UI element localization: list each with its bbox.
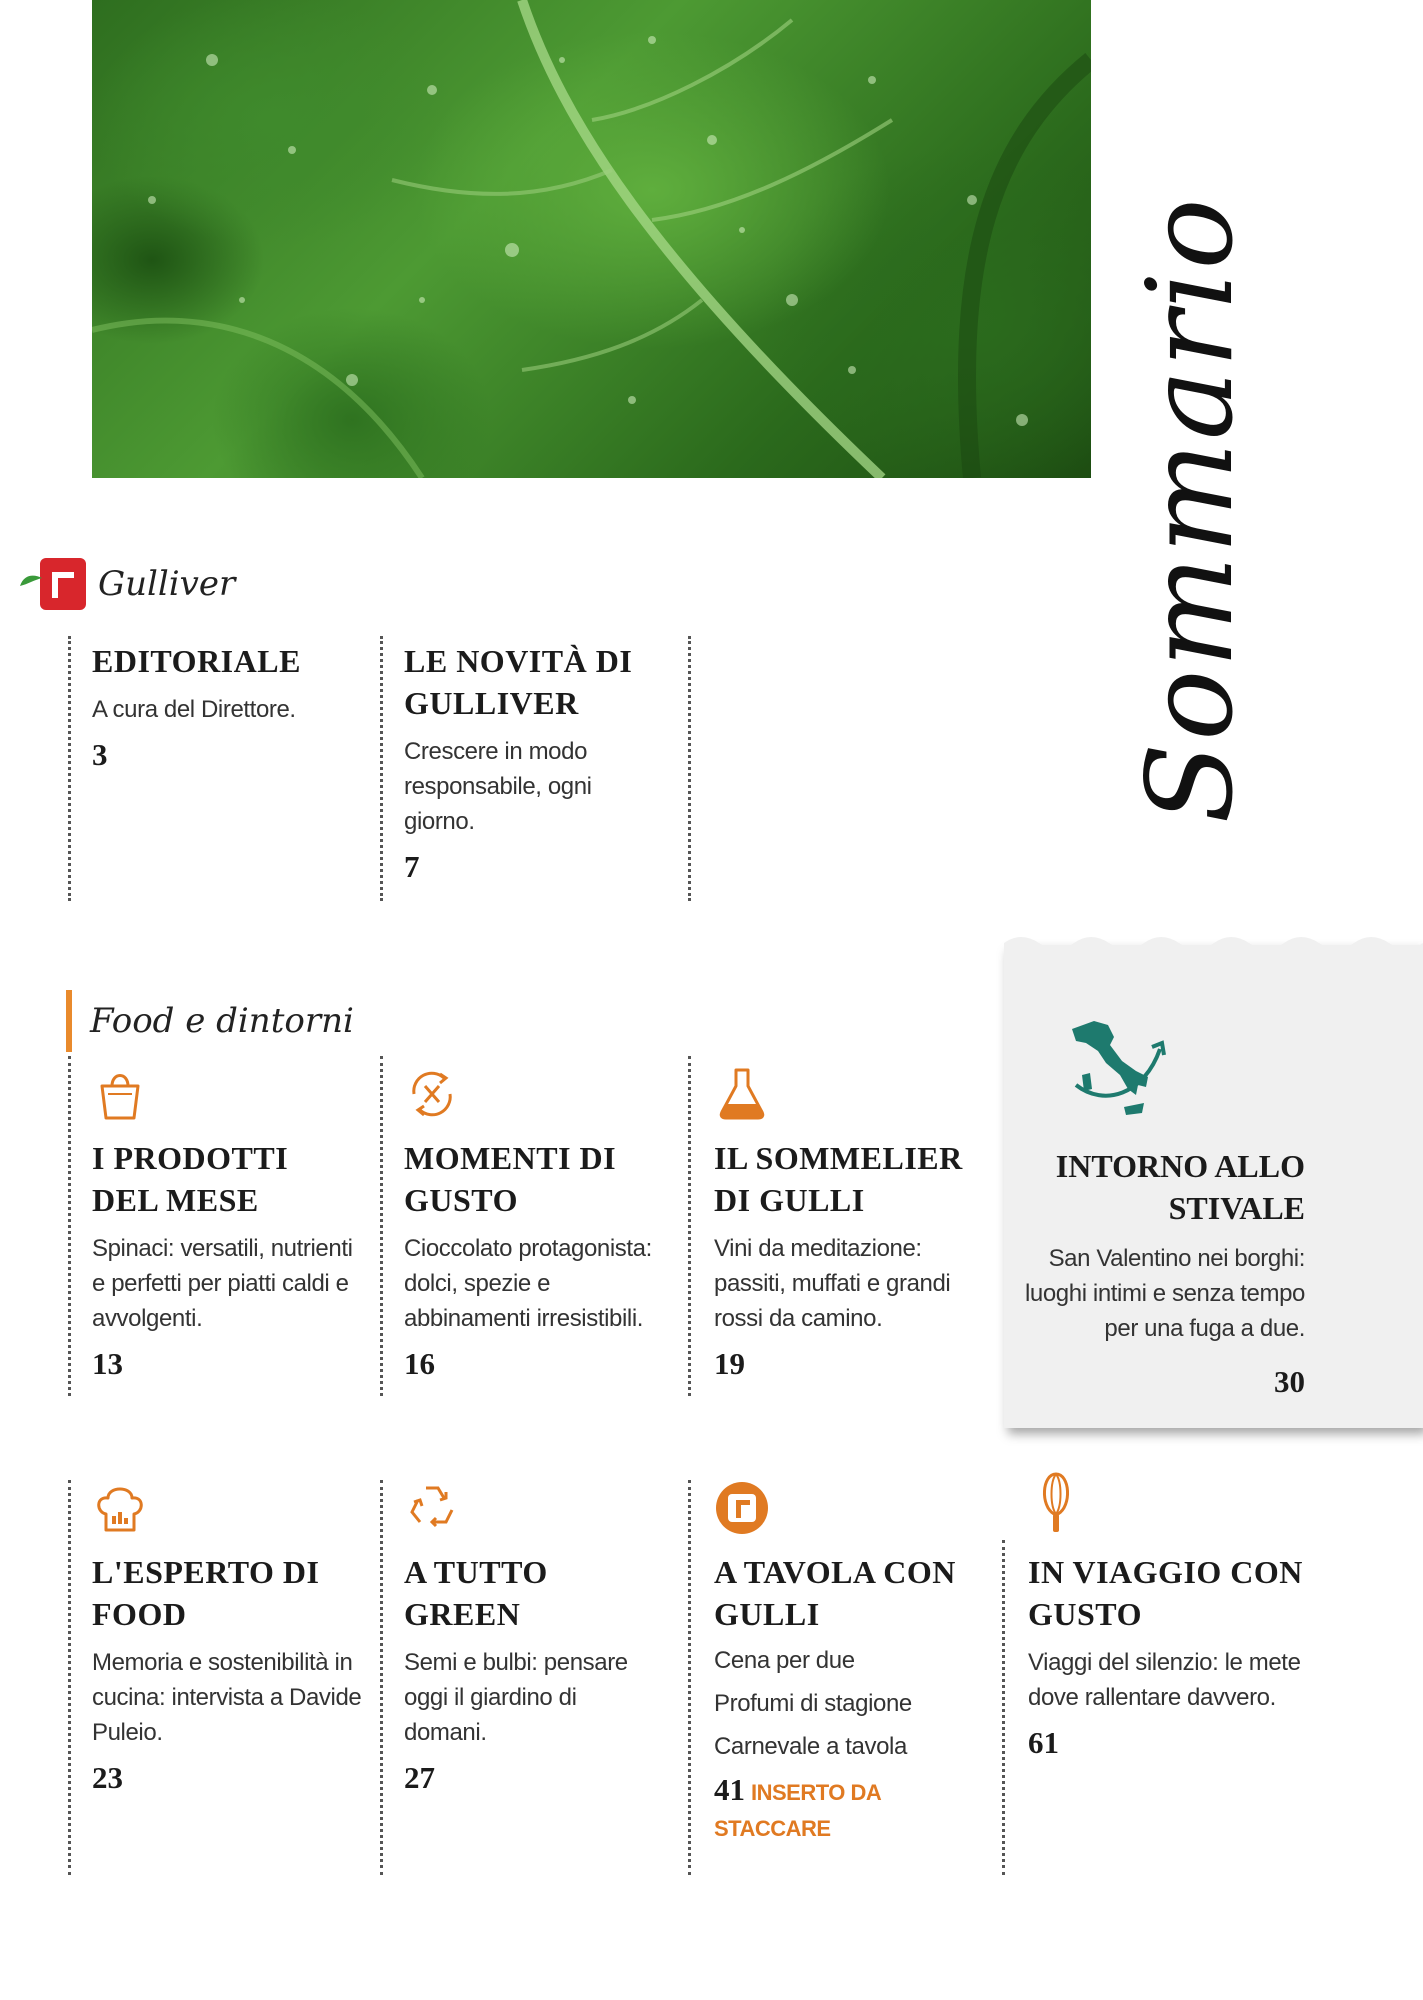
item-line: Cena per due (714, 1647, 855, 1674)
page-number: 19 (714, 1346, 745, 1381)
section-label: Food e dintorni (90, 1001, 354, 1041)
item-title: IN VIAGGIO CON GUSTO (1028, 1554, 1303, 1632)
toc-item-novita[interactable] (404, 640, 654, 885)
item-desc: Viaggi del silenzio: le mete dove rallentare davvero. (1028, 1649, 1301, 1711)
shopping-bag-icon (92, 1066, 148, 1122)
item-title: I PRODOTTI DEL MESE (92, 1140, 289, 1218)
leaf-veins (92, 0, 1091, 478)
section-header-gulliver (40, 558, 235, 610)
item-title: MOMENTI DI GUSTO (404, 1140, 617, 1218)
leaf-icon (18, 572, 44, 590)
torn-edge (1004, 931, 1423, 951)
page-number: 61 (1028, 1725, 1059, 1760)
item-line: Carnevale a tavola (714, 1733, 907, 1760)
page-number: 30 (1274, 1364, 1305, 1399)
decanter-icon (714, 1066, 770, 1122)
page-number: 13 (92, 1346, 123, 1381)
page-row (714, 1772, 994, 1844)
item-title: L'ESPERTO DI FOOD (92, 1554, 320, 1632)
divider (380, 1056, 383, 1396)
accent-bar (66, 990, 72, 1052)
item-title: IL SOMMELIER DI GULLI (714, 1140, 963, 1218)
toc-item-momenti-gusto[interactable] (404, 1066, 654, 1382)
toc-item-prodotti-mese[interactable] (92, 1066, 362, 1382)
whisk-icon (1028, 1470, 1084, 1536)
gulli-logo-icon (714, 1480, 770, 1536)
divider (688, 1480, 691, 1875)
page-title: Sommario (1121, 196, 1259, 824)
hero-spinach-image (92, 0, 1091, 478)
toc-item-editoriale[interactable] (92, 640, 362, 773)
chef-hat-icon (92, 1480, 148, 1536)
page-number: 41 (714, 1772, 745, 1807)
section-header-food (66, 990, 354, 1052)
divider (68, 1056, 71, 1396)
page-number: 7 (404, 849, 420, 884)
item-desc: Cioccolato protagonista: dolci, spezie e abbinamenti irresistibili. (404, 1235, 652, 1332)
item-desc: Crescere in modo responsabile, ogni giorno. (404, 738, 592, 835)
divider (68, 1480, 71, 1875)
page-number: 16 (404, 1346, 435, 1381)
item-desc: Spinaci: versatili, nutrienti e perfetti per piatti caldi e avvolgenti. (92, 1235, 353, 1332)
divider (68, 636, 71, 901)
recycle-icon (404, 1480, 460, 1536)
item-title: LE NOVITÀ DI GULLIVER (404, 643, 633, 721)
page-number: 3 (92, 737, 108, 772)
divider (1002, 1540, 1005, 1875)
card-content (1015, 1145, 1305, 1400)
italy-map-icon (1064, 1015, 1174, 1125)
special-card-stivale[interactable] (1004, 945, 1423, 1428)
toc-item-tavola-gulli[interactable] (714, 1480, 994, 1844)
toc-item-sommelier[interactable] (714, 1066, 974, 1382)
divider (380, 636, 383, 901)
item-desc: Vini da meditazione: passiti, muffati e grandi rossi da camino. (714, 1235, 951, 1332)
page-number: 23 (92, 1760, 123, 1795)
cutlery-cycle-icon (404, 1066, 460, 1122)
section-label: Gulliver (98, 564, 236, 604)
divider (380, 1480, 383, 1875)
item-desc: San Valentino nei borghi: luoghi intimi e senza tempo per una fuga a due. (1024, 1245, 1305, 1342)
item-title: INTORNO ALLO STIVALE (1055, 1148, 1305, 1226)
page-number: 27 (404, 1760, 435, 1795)
divider (688, 1056, 691, 1396)
item-desc: A cura del Direttore. (92, 696, 296, 723)
item-line: Profumi di stagione (714, 1690, 912, 1717)
insert-label: INSERTO DA STACCARE (714, 1780, 881, 1841)
toc-item-tutto-green[interactable] (404, 1480, 654, 1796)
item-title: A TAVOLA CON GULLI (714, 1554, 956, 1632)
item-desc: Semi e bulbi: pensare oggi il giardino di domani. (404, 1649, 628, 1746)
toc-item-viaggio-gusto[interactable] (1028, 1470, 1328, 1761)
item-lines (714, 1639, 994, 1768)
toc-item-esperto-food[interactable] (92, 1480, 362, 1796)
item-title: A TUTTO GREEN (404, 1554, 548, 1632)
gulliver-logo-icon (40, 558, 86, 610)
divider (688, 636, 691, 901)
item-desc: Memoria e sostenibilità in cucina: intervista a Davide Puleio. (92, 1649, 362, 1746)
item-title: EDITORIALE (92, 643, 301, 679)
